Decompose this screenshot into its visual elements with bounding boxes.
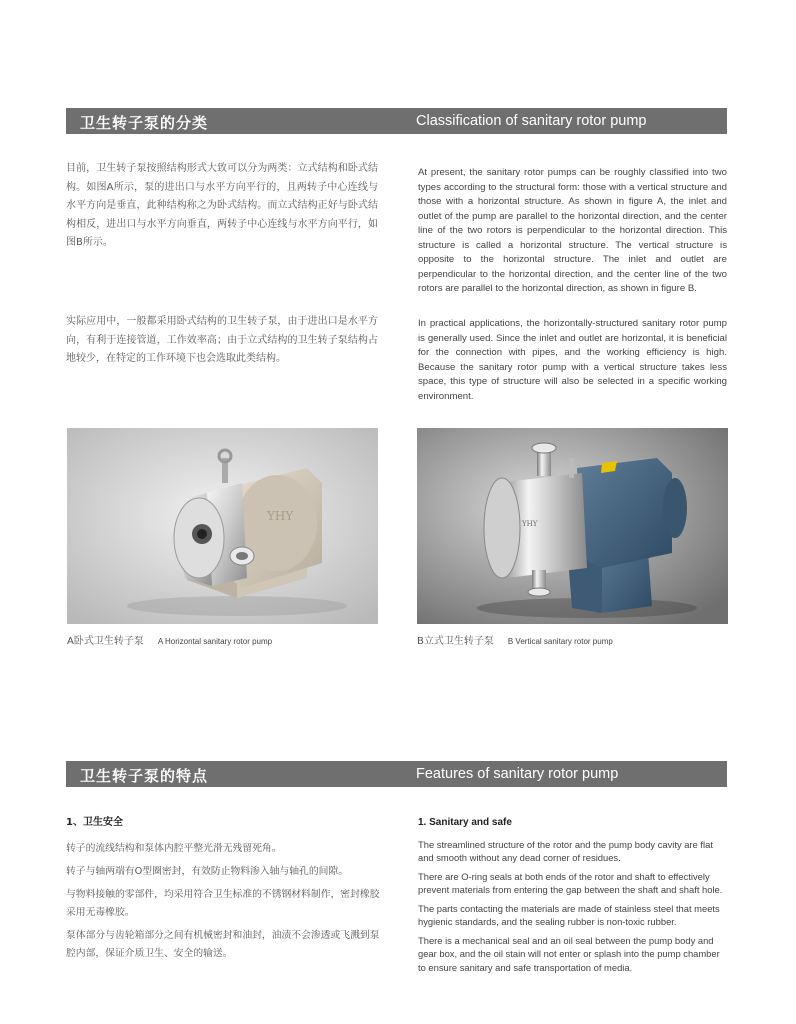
feature-item-en: The streamlined structure of the rotor and the pump body cavity are flat and smooth without any dead corner of residues. bbox=[418, 838, 713, 863]
classification-paragraph-1-en: At present, the sanitary rotor pumps can be roughly classified into two types according to the structural form: those with a vertical structure and those with a horizontal structure. As shown in figure A, the inlet and outlet of the pump are parallel to the horizontal direction, and the center line of the two rotors is perpendicular to the horizontal direction. This structure is called a horizontal structure. The vertical structure is opposite to the horizontal structure. The inlet and outlet are perpendicular to the horizontal direction, and the center line of the two rotors are parallel to the horizontal direction, as shown in figure B. bbox=[418, 167, 727, 294]
section-title-cn: 卫生转子泵的特点 bbox=[80, 767, 209, 785]
section-title-cn: 卫生转子泵的分类 bbox=[80, 114, 209, 132]
features-list-cn bbox=[66, 814, 382, 968]
brand-logo-b: YHY bbox=[522, 520, 538, 528]
section-title-en: Classification of sanitary rotor pump bbox=[416, 113, 647, 129]
figure-a-caption-en: A Horizontal sanitary rotor pump bbox=[157, 637, 273, 646]
feature-item-en: There is a mechanical seal and an oil seal between the pump body and gear box, and the oil stain will not enter or splash into the pump chamber to ensure sanitary and safe transportation of media. bbox=[418, 934, 720, 973]
section-header-features bbox=[66, 761, 727, 787]
feature-heading-cn: 1、卫生安全 bbox=[66, 817, 123, 828]
figure-b-caption-en: B Vertical sanitary rotor pump bbox=[507, 637, 613, 646]
feature-item-cn: 转子与轴两端有O型圈密封，有效防止物料渗入轴与轴孔的间隙。 bbox=[66, 866, 349, 877]
section-title-en: Features of sanitary rotor pump bbox=[416, 766, 619, 782]
horizontal-pump-photo bbox=[67, 428, 378, 624]
feature-item-cn: 泵体部分与齿轮箱部分之间有机械密封和油封，油渍不会渗透或飞溅到泵腔内部，保证介质卫生、安全的输送。 bbox=[66, 930, 380, 959]
brand-logo-a: YHY bbox=[267, 509, 294, 523]
classification-paragraph-1-cn: 目前，卫生转子泵按照结构形式大致可以分为两类：立式结构和卧式结构。如图A所示，泵的进出口与水平方向平行的，且两转子中心连线与水平方向是垂直，此种结构称之为卧式结构。而立式结构正好与卧式结构相反，进出口与水平方向垂直，两转子中心连线与水平方向平行，如图B所示。 bbox=[66, 163, 378, 248]
feature-item-cn: 与物料接触的零部件，均采用符合卫生标准的不锈钢材料制作，密封橡胶采用无毒橡胶。 bbox=[66, 889, 380, 918]
feature-item-cn: 转子的流线结构和泵体内腔平整光滑无残留死角。 bbox=[66, 843, 282, 854]
figure-b-caption bbox=[417, 632, 613, 647]
section-header-classification bbox=[66, 108, 727, 134]
feature-item-en: The parts contacting the materials are made of stainless steel that meets hygienic standards, and the sealing rubber is non-toxic rubber. bbox=[418, 902, 720, 927]
figure-a-caption bbox=[67, 632, 272, 647]
feature-heading-en: 1. Sanitary and safe bbox=[418, 817, 512, 828]
figure-a-caption-cn: A卧式卫生转子泵 bbox=[67, 636, 144, 647]
feature-item-en: There are O-ring seals at both ends of the rotor and shaft to effectively prevent materials from entering the gap between the shaft and shaft hole. bbox=[418, 870, 723, 895]
features-list-en bbox=[418, 816, 727, 979]
classification-paragraph-2-en: In practical applications, the horizontally-structured sanitary rotor pump is generally used. Since the inlet and outlet are horizontal, it is beneficial for the connection with pipes, and the working efficiency is high. Because the sanitary rotor pump with a vertical structure takes less space, this type of structure will also be selected in a specific working environment. bbox=[418, 318, 727, 402]
classification-paragraph-2-cn: 实际应用中，一般都采用卧式结构的卫生转子泵，由于进出口是水平方向，有利于连接管道，工作效率高；由于立式结构的卫生转子泵结构占地较少，在特定的工作环境下也会选取此类结构。 bbox=[66, 316, 378, 364]
vertical-pump-photo bbox=[417, 428, 728, 624]
figure-b-caption-cn: B立式卫生转子泵 bbox=[417, 636, 494, 647]
